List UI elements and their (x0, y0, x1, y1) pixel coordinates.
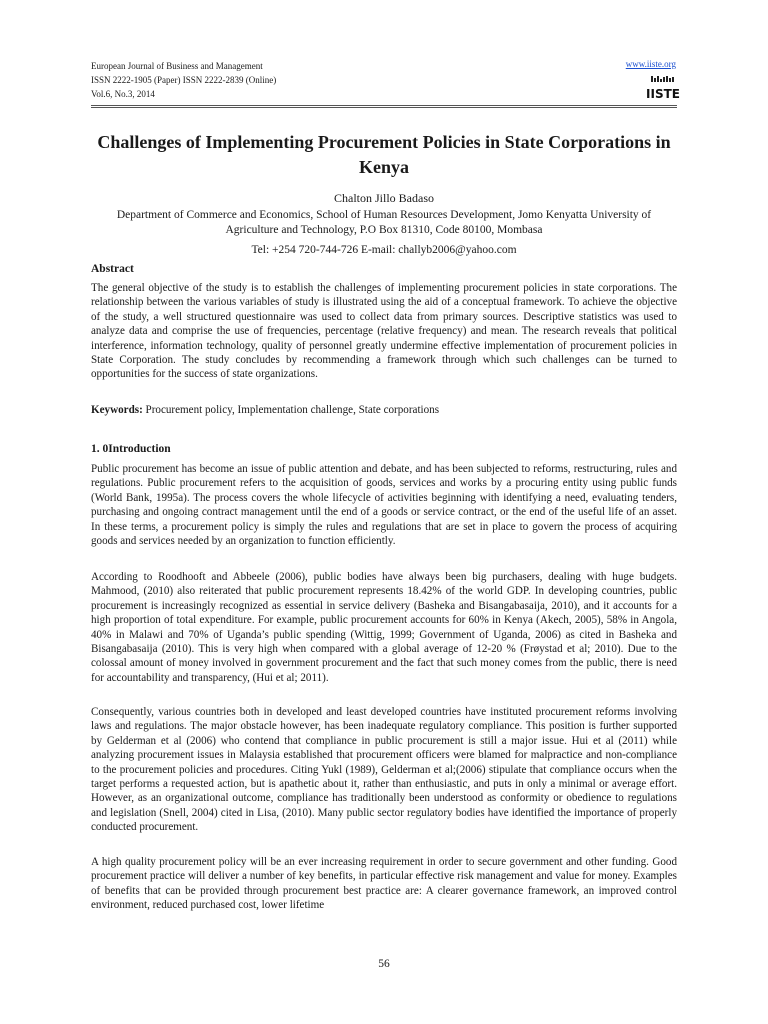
header-rule (91, 105, 677, 106)
keywords-list: Procurement policy, Implementation challenge, State corporations (142, 404, 440, 416)
journal-header (91, 59, 276, 101)
journal-issn: ISSN 2222-1905 (Paper) ISSN 2222-2839 (Online) (91, 75, 277, 85)
header-rule-thin (91, 107, 677, 108)
keywords-label: Keywords: (91, 404, 143, 416)
abstract-heading: Abstract (91, 263, 134, 275)
logo-text: IISTE (646, 87, 680, 101)
keywords-line (91, 403, 677, 417)
abstract-text: The general objective of the study is to establish the challenges of implementing procurement policies in state corporations. The relationship between the various variables of study is illustrated using the aid of a conceptual framework. To achieve the objective of the study, a well structured questionnaire was used to collect data from primary sources. Descriptive statistics was used to analyze data and comprise the use of frequencies, percentage (relative frequency) and mean. The research reveals that political interference, information technology, quality of personnel greatly undermine effective implementation of procurement policies in State Corporation. The study concludes by recommending a framework through which such challenges can be turned to opportunities for the success of state organizations. (91, 282, 677, 381)
introduction-heading: 1. 0Introduction (91, 443, 171, 455)
journal-volume: Vol.6, No.3, 2014 (91, 89, 155, 99)
journal-name: European Journal of Business and Management (91, 61, 263, 71)
iiste-logo-icon (646, 76, 680, 101)
author-contact: Tel: +254 720-744-726 E-mail: challyb2006@yahoo.com (251, 244, 517, 256)
introduction-paragraph-2: According to Roodhooft and Abbeele (2006), public bodies have always been big purchasers, dealing with huge budgets. Mahmood, (2010) also reiterated that public procurement represents 18.42% of the world GDP. In developing countries, public procurement is increasingly recognized as essential in service delivery (Basheka and Bisangabasaija, 2010), and it accounts for a high proportion of total expenditure. For example, public procurement accounts for 60% in Kenya (Akech, 2005), 58% in Angola, 40% in Malawi and 70% of Uganda’s public spending (Wittig, 1999; Government of Uganda, 2006) as cited in Basheka and Bisangabasaija (2010). This is very high when compared with a global average of 12-20 % (Frøystad et al; 2010). Due to the colossal amount of money involved in government procurement and the fact that such money comes from the public, there is need for accountability and transparency, (Hui et al; 2011). (91, 571, 677, 684)
article-author: Chalton Jillo Badaso (334, 191, 434, 205)
author-affiliation: Department of Commerce and Economics, School of Human Resources Development, Jomo Kenyatta University of Agriculture and Technology, P.O Box 81310, Code 80100, Mombasa (116, 209, 652, 236)
introduction-paragraph-4: A high quality procurement policy will be an ever increasing requirement in order to secure government and other funding. Good procurement practice will deliver a number of key benefits, in particular effective risk management and value for money. Examples of benefits that can be provided through procurement best practice are: A clearer governance framework, an improved control environment, reduced purchased cost, lower lifetime (91, 856, 677, 912)
article-title: Challenges of Implementing Procurement Policies in State Corporations in Kenya (97, 132, 671, 177)
journal-url-link[interactable]: www.iiste.org (625, 59, 676, 69)
page-number: 56 (378, 958, 390, 970)
introduction-paragraph-3: Consequently, various countries both in developed and least developed countries have instituted procurement reforms involving laws and regulations. The major obstacle however, has been inadequate regulatory compliance. This position is further supported by Gelderman et al (2006) who contend that compliance in public procurement is still a major issue. Hui et al (2011) while analyzing procurement issues in Malaysia established that procurement officers were blamed for malpractice and non-compliance to the procurement policies and procedures. Citing Yukl (1989), Gelderman et al;(2006) stipulate that compliance occurs when the target performs a requested action, but is apathetic about it, rather than enthusiastic, and puts in only a minimal or average effort. However, as an organizational outcome, compliance has traditionally been understood as conformity or obedience to regulations and legislation (Snell, 2004) cited in Lisa, (2010). Many public sector regulatory bodies have identified the importance of properly conducted procurement. (91, 706, 677, 834)
introduction-paragraph-1: Public procurement has become an issue of public attention and debate, and has been subjected to reforms, restructuring, rules and regulations. Public procurement refers to the acquisition of goods, services and works by a procuring entity using public funds (World Bank, 1995a). The process covers the whole lifecycle of activities beginning with identifying a need, evaluating tenders, purchasing and ongoing contract management until the end of a goods or service contract, or the end of the useful life of an asset. In these terms, a procurement policy is simply the rules and regulations that are set in place to govern the process of acquiring goods and services needed by an organization to function efficiently. (91, 463, 677, 548)
